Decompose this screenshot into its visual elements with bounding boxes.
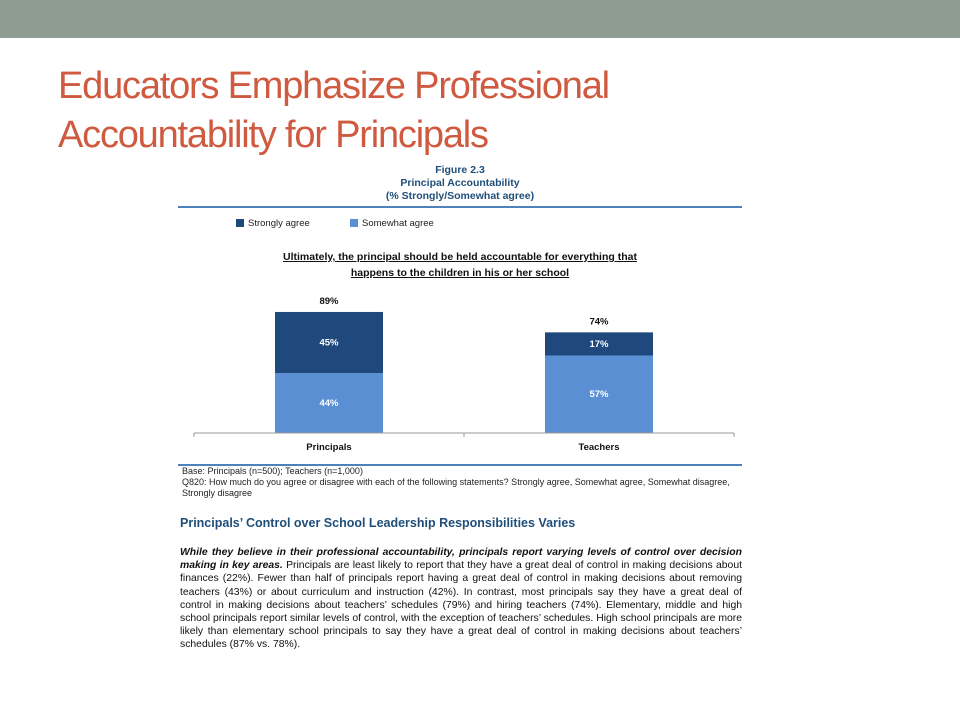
figure-header [170, 164, 750, 203]
x-tick-label-principals: Principals [306, 442, 352, 453]
legend-label-strongly-agree: Strongly agree [248, 218, 310, 229]
legend-swatch-somewhat-agree [350, 219, 358, 227]
figure-top-rule [178, 206, 742, 208]
embedded-report-figure [170, 160, 750, 680]
data-label-somewhat-agree-principals: 44% [319, 398, 339, 410]
slide-title-line-2: Accountability for Principals [58, 114, 488, 156]
figure-title: Principal Accountability [400, 177, 520, 189]
chart-title-line-1: Ultimately, the principal should be held accountable for everything that [283, 251, 637, 263]
section-lead: While they believe in their professional accountability, principals report varying levels of control over decision making in key areas. [180, 547, 742, 572]
top-accent-bar [0, 0, 960, 38]
figure-label: Figure 2.3 [435, 164, 485, 176]
legend-item-strongly-agree [236, 218, 310, 229]
stacked-bar-chart [170, 285, 750, 460]
figure-subtitle: (% Strongly/Somewhat agree) [385, 190, 535, 202]
section-heading: Principals’ Control over School Leadership Responsibilities Varies [180, 516, 576, 530]
section-body [180, 546, 742, 652]
data-label-strongly-agree-teachers: 17% [589, 338, 609, 350]
legend-swatch-strongly-agree [236, 219, 244, 227]
x-tick-label-teachers: Teachers [578, 442, 620, 453]
legend-label-somewhat-agree: Somewhat agree [362, 218, 434, 229]
data-label-strongly-agree-principals: 45% [319, 337, 339, 349]
slide-title-line-1: Educators Emphasize Professional [58, 65, 609, 107]
total-label-principals: 89% [319, 295, 339, 307]
data-label-somewhat-agree-teachers: 57% [589, 389, 609, 401]
total-label-teachers: 74% [589, 316, 609, 328]
slide-title [58, 62, 918, 160]
figure-notes [182, 466, 742, 499]
legend-item-somewhat-agree [350, 218, 434, 229]
chart-title-line-2: happens to the children in his or her school [350, 267, 570, 279]
chart-title [230, 249, 690, 281]
section-body-text: Principals are least likely to report that they have a great deal of control in making decisions about finances (22%). Fewer than half of principals report having a great deal of control in making decisions about removing teachers (43%) or about curriculum and instruction (42%). In contrast, most principals say they have a great deal of control in making decisions about teachers’ schedules (79%) and hiring teachers (74%). Elementary, middle and high school principals report similar levels of control, with the exception of teachers’ schedules. High school principals are more likely than elementary school principals to say they have a great deal of control in making decisions about teachers’ schedules (87% vs. 78%). [180, 560, 742, 651]
base-note: Base: Principals (n=500); Teachers (n=1,000) [182, 466, 363, 476]
question-note: Q820: How much do you agree or disagree with each of the following statements? Strongly agree, Somewhat agree, Somewhat disagree, Strongly disagree [182, 477, 730, 498]
